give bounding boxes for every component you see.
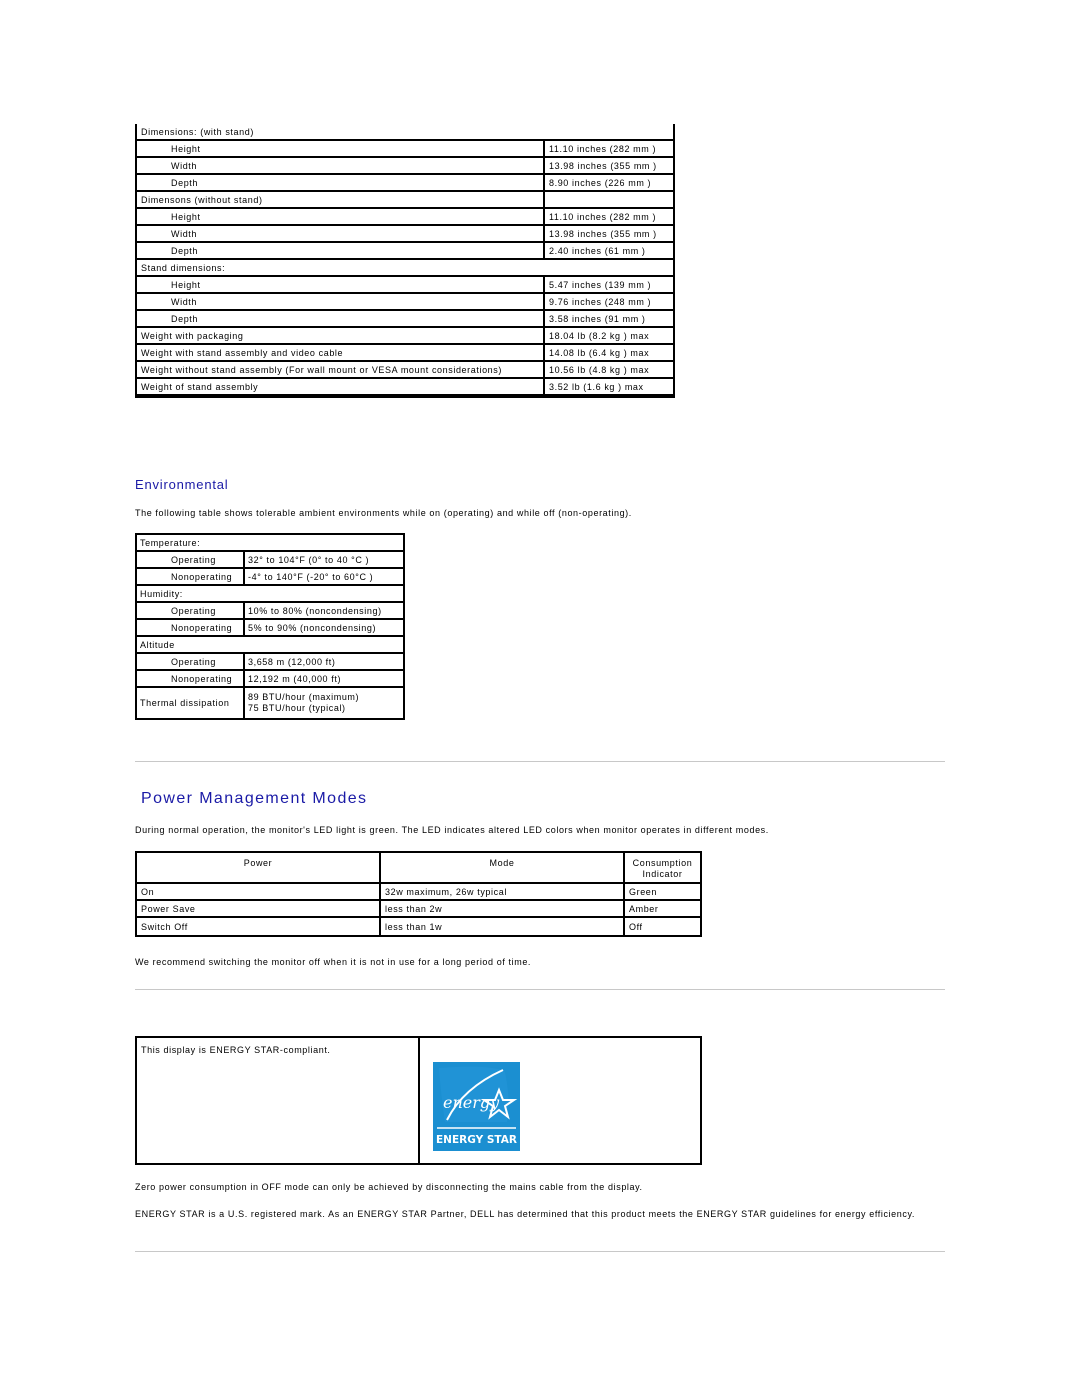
thermal-label: Thermal dissipation xyxy=(137,688,245,718)
dimensions-row xyxy=(137,345,673,362)
dimensions-group-label: Dimensions: (with stand) xyxy=(137,124,673,141)
energy-star-wordmark: ENERGY STAR xyxy=(436,1134,517,1146)
environmental-value: 3,658 m (12,000 ft) xyxy=(245,654,403,671)
environmental-row xyxy=(137,620,403,637)
power-mode-mode: 32w maximum, 26w typical xyxy=(381,884,625,901)
thermal-value xyxy=(245,688,403,718)
environmental-row xyxy=(137,569,403,586)
divider-1 xyxy=(135,761,945,762)
energy-star-trademark-note: ENERGY STAR is a U.S. registered mark. As an ENERGY STAR Partner, DELL has determined that this product meets the ENERGY STAR guidelines for energy efficiency. xyxy=(135,1209,916,1219)
dimensions-value: 2.40 inches (61 mm ) xyxy=(545,243,673,260)
environmental-group-label: Humidity: xyxy=(137,586,403,603)
environmental-row xyxy=(137,603,403,620)
environmental-intro: The following table shows tolerable ambient environments while on (operating) and while off (non-operating). xyxy=(135,508,632,518)
environmental-label: Nonoperating xyxy=(137,620,245,637)
dimensions-label: Height xyxy=(137,141,545,158)
dimensions-row xyxy=(137,192,673,209)
dimensions-row xyxy=(137,209,673,226)
environmental-label: Nonoperating xyxy=(137,671,245,688)
power-header: Power xyxy=(137,853,381,884)
dimensions-row xyxy=(137,141,673,158)
dimensions-row xyxy=(137,226,673,243)
power-mode-power: Switch Off xyxy=(137,918,381,935)
divider-2 xyxy=(135,989,945,990)
power-off-recommendation: We recommend switching the monitor off when it is not in use for a long period of time. xyxy=(135,957,532,967)
dimensions-table xyxy=(135,124,675,398)
power-mode-row xyxy=(137,884,700,901)
dimensions-label: Height xyxy=(137,277,545,294)
dimensions-value: 3.52 lb (1.6 kg ) max xyxy=(545,379,673,396)
power-mode-indicator: Green xyxy=(625,884,700,901)
dimensions-value: 18.04 lb (8.2 kg ) max xyxy=(545,328,673,345)
dimensions-row xyxy=(137,379,673,396)
energy-star-logo-graphic xyxy=(433,1062,520,1151)
power-mode-power: Power Save xyxy=(137,901,381,918)
dimensions-row xyxy=(137,260,673,277)
thermal-typical: 75 BTU/hour (typical) xyxy=(248,703,346,713)
indicator-header-line2: Indicator xyxy=(642,869,683,879)
dimensions-value xyxy=(545,192,673,209)
power-modes-header-row xyxy=(137,853,700,884)
dimensions-label: Width xyxy=(137,158,545,175)
dimensions-label: Width xyxy=(137,294,545,311)
environmental-group-label: Temperature: xyxy=(137,535,403,552)
dimensions-label: Weight with stand assembly and video cable xyxy=(137,345,545,362)
dimensions-row xyxy=(137,294,673,311)
power-mode-indicator: Off xyxy=(629,921,643,932)
dimensions-label: Weight without stand assembly (For wall mount or VESA mount considerations) xyxy=(137,362,545,379)
dimensions-row xyxy=(137,158,673,175)
environmental-value: 5% to 90% (noncondensing) xyxy=(245,620,403,637)
dimensions-group-label: Stand dimensions: xyxy=(137,260,673,277)
energy-star-divider xyxy=(418,1038,420,1163)
dimensions-row xyxy=(137,311,673,328)
power-mode-indicator: Amber xyxy=(625,901,700,918)
power-management-intro: During normal operation, the monitor's LED light is green. The LED indicates altered LED colors when monitor operates in different modes. xyxy=(135,825,769,835)
dimensions-row xyxy=(137,124,673,141)
dimensions-value: 5.47 inches (139 mm ) xyxy=(545,277,673,294)
dimensions-row xyxy=(137,243,673,260)
thermal-row xyxy=(137,688,403,718)
environmental-value: 32° to 104°F (0° to 40 °C ) xyxy=(245,552,403,569)
environmental-label: Operating xyxy=(137,603,245,620)
dimensions-value: 10.56 lb (4.8 kg ) max xyxy=(545,362,673,379)
dimensions-row xyxy=(137,328,673,345)
environmental-group-label: Altitude xyxy=(137,637,403,654)
dimensions-label: Depth xyxy=(137,175,545,192)
energy-star-logo xyxy=(433,1062,520,1151)
dimensions-label: Dimensons (without stand) xyxy=(137,192,545,209)
zero-power-note: Zero power consumption in OFF mode can only be achieved by disconnecting the mains cable from the display. xyxy=(135,1182,643,1192)
power-mode-row xyxy=(137,918,700,935)
environmental-label: Nonoperating xyxy=(137,569,245,586)
environmental-label: Operating xyxy=(137,552,245,569)
environmental-row xyxy=(137,586,403,603)
dimensions-row xyxy=(137,362,673,379)
power-mode-row xyxy=(137,901,700,918)
dimensions-label: Weight of stand assembly xyxy=(137,379,545,396)
indicator-header xyxy=(625,853,700,884)
dimensions-value: 9.76 inches (248 mm ) xyxy=(545,294,673,311)
environmental-value: 10% to 80% (noncondensing) xyxy=(245,603,403,620)
environmental-row xyxy=(137,637,403,654)
dimensions-label: Depth xyxy=(137,243,545,260)
environmental-row xyxy=(137,654,403,671)
dimensions-value: 11.10 inches (282 mm ) xyxy=(545,209,673,226)
environmental-heading: Environmental xyxy=(135,477,229,492)
environmental-label: Operating xyxy=(137,654,245,671)
energy-star-compliance: This display is ENERGY STAR-compliant. xyxy=(141,1045,331,1055)
dimensions-row xyxy=(137,175,673,192)
divider-3 xyxy=(135,1251,945,1252)
environmental-value: -4° to 140°F (-20° to 60°C ) xyxy=(245,569,403,586)
mode-header: Mode xyxy=(381,853,625,884)
indicator-header-line1: Consumption xyxy=(632,858,693,868)
power-modes-table xyxy=(135,851,702,937)
dimensions-label: Depth xyxy=(137,311,545,328)
dimensions-value: 14.08 lb (6.4 kg ) max xyxy=(545,345,673,362)
environmental-row xyxy=(137,535,403,552)
dimensions-value: 13.98 inches (355 mm ) xyxy=(545,158,673,175)
dimensions-label: Weight with packaging xyxy=(137,328,545,345)
energy-star-box xyxy=(135,1036,702,1165)
environmental-value: 12,192 m (40,000 ft) xyxy=(245,671,403,688)
dimensions-row xyxy=(137,277,673,294)
power-mode-mode: less than 2w xyxy=(381,901,625,918)
environmental-row xyxy=(137,552,403,569)
power-management-heading: Power Management Modes xyxy=(141,790,368,807)
dimensions-value: 8.90 inches (226 mm ) xyxy=(545,175,673,192)
power-mode-power: On xyxy=(137,884,381,901)
dimensions-label: Width xyxy=(137,226,545,243)
dimensions-value: 13.98 inches (355 mm ) xyxy=(545,226,673,243)
power-mode-mode: less than 1w xyxy=(381,918,625,935)
environmental-row xyxy=(137,671,403,688)
dimensions-label: Height xyxy=(137,209,545,226)
dimensions-value: 11.10 inches (282 mm ) xyxy=(545,141,673,158)
environmental-table xyxy=(135,533,405,720)
energy-script-text: energy xyxy=(443,1093,500,1112)
dimensions-value: 3.58 inches (91 mm ) xyxy=(545,311,673,328)
thermal-max: 89 BTU/hour (maximum) xyxy=(248,692,360,702)
